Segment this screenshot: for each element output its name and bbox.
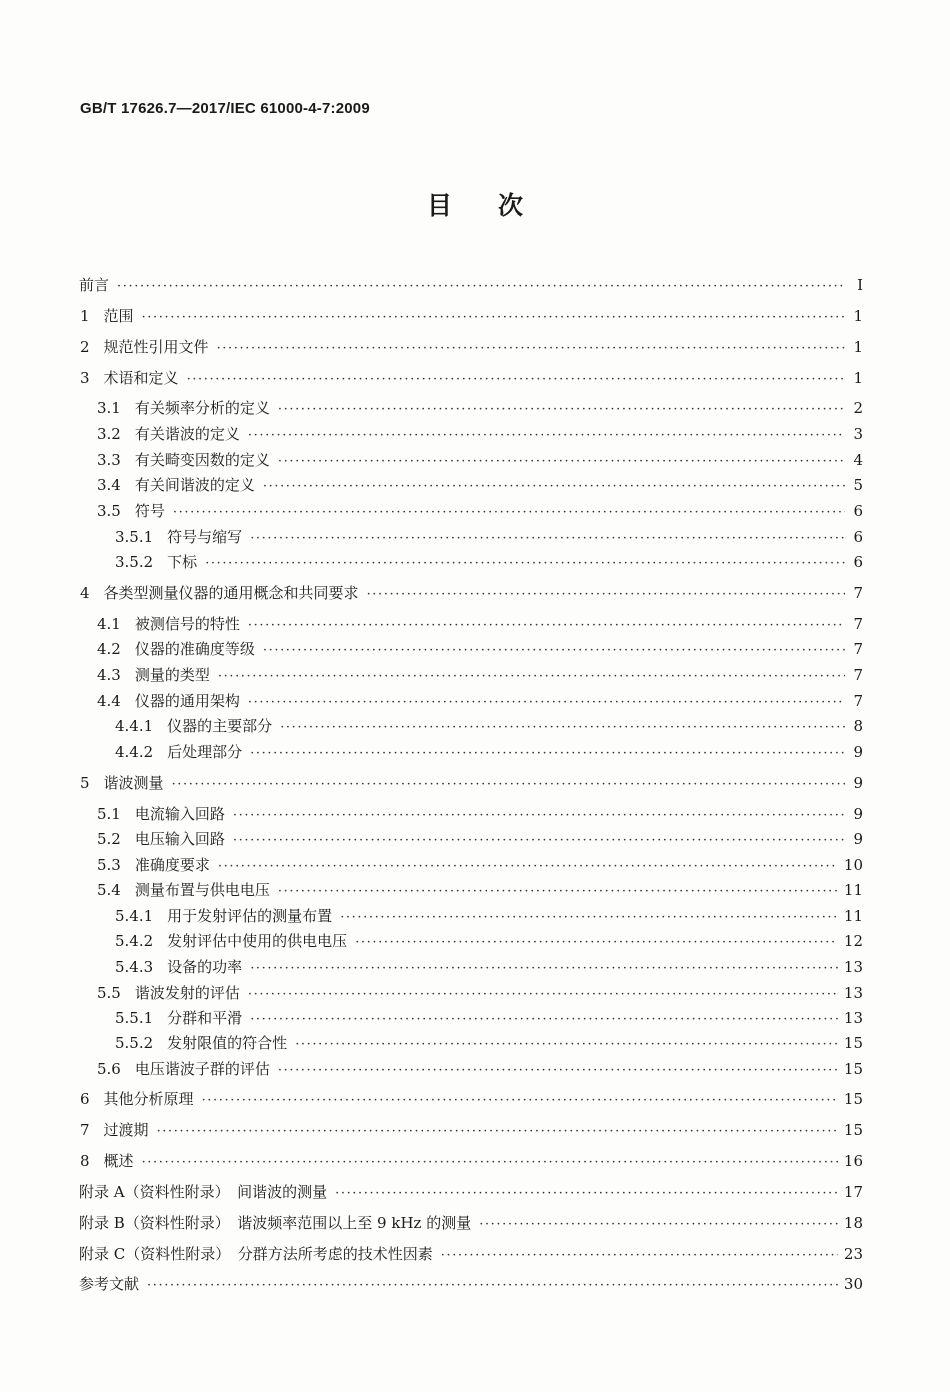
toc-entry xyxy=(97,854,863,876)
toc-dot-leader xyxy=(157,1121,838,1143)
toc-page-number: 7 xyxy=(853,640,863,658)
toc-entry xyxy=(97,474,863,496)
toc-entry xyxy=(97,828,863,850)
toc-section-title: 下标 xyxy=(167,553,198,571)
toc-page-number: 8 xyxy=(853,717,863,735)
toc-section-title: 分群和平滑 xyxy=(167,1009,243,1027)
toc-entry xyxy=(97,397,863,419)
toc-section-number: 3.4 xyxy=(97,476,121,494)
toc-page-number: 7 xyxy=(853,584,863,602)
toc-section-number: 3.1 xyxy=(97,399,121,417)
toc-entry xyxy=(97,449,863,471)
toc-section-title: 后处理部分 xyxy=(167,743,243,761)
toc-page-number: 13 xyxy=(843,1009,863,1027)
toc-dot-leader xyxy=(218,856,838,878)
toc-dot-leader xyxy=(142,1152,838,1174)
toc-section-title: 范围 xyxy=(103,307,134,325)
toc-section-number: 3.5.2 xyxy=(115,553,154,571)
toc-dot-leader xyxy=(278,451,845,473)
toc-dot-leader xyxy=(367,584,845,606)
toc-page-number: 3 xyxy=(853,425,863,443)
toc-section-title: 被测信号的特性 xyxy=(134,615,240,633)
toc-page-number: 7 xyxy=(853,666,863,684)
toc-section-title: 仪器的主要部分 xyxy=(167,717,273,735)
toc-page-number: 2 xyxy=(853,399,863,417)
toc-entry xyxy=(97,982,863,1004)
toc-dot-leader xyxy=(340,907,838,929)
toc-section-number: 5.5 xyxy=(97,984,121,1002)
toc-page-number: 6 xyxy=(853,502,863,520)
toc-dot-leader xyxy=(248,425,845,447)
toc-page-number: 9 xyxy=(853,830,863,848)
toc-section-number: 5 xyxy=(80,774,90,792)
toc-page-number: 18 xyxy=(843,1214,863,1232)
toc-dot-leader xyxy=(295,1034,838,1056)
toc-section-number: 5.4.3 xyxy=(115,958,154,976)
toc-dot-leader xyxy=(250,958,838,980)
toc-section-title: 准确度要求 xyxy=(134,856,210,874)
toc-entry xyxy=(115,1032,863,1054)
toc-entry xyxy=(115,715,863,737)
toc-section-number: 3.2 xyxy=(97,425,121,443)
toc-entry xyxy=(97,613,863,635)
toc-section-title: 有关畸变因数的定义 xyxy=(134,451,270,469)
toc-page-number: 17 xyxy=(843,1183,863,1201)
standard-number: GB/T 17626.7—2017/IEC 61000-4-7:2009 xyxy=(80,100,370,117)
toc-section-title: 术语和定义 xyxy=(103,369,179,387)
toc-section-number: 4.1 xyxy=(97,615,121,633)
toc-section-number: 8 xyxy=(80,1152,90,1170)
toc-section-number: 3.5.1 xyxy=(115,528,154,546)
toc-section-title: 电压谐波子群的评估 xyxy=(134,1060,270,1078)
toc-page-number: 9 xyxy=(853,743,863,761)
toc-section-title: 附录 B（资料性附录） 谐波频率范围以上至 9 kHz 的测量 xyxy=(79,1214,472,1232)
toc-entry xyxy=(80,367,863,389)
toc-page-number: 7 xyxy=(853,615,863,633)
toc-page-number: 1 xyxy=(853,307,863,325)
toc-entry xyxy=(115,956,863,978)
toc-dot-leader xyxy=(172,774,845,796)
toc-section-number: 4.4 xyxy=(97,692,121,710)
toc-page-number: 16 xyxy=(843,1152,863,1170)
toc-entry xyxy=(80,772,863,794)
toc-dot-leader xyxy=(233,805,845,827)
toc-page-number: 13 xyxy=(843,958,863,976)
toc-dot-leader xyxy=(250,528,845,550)
toc-page-number: 15 xyxy=(843,1060,863,1078)
toc-page-number: 6 xyxy=(853,528,863,546)
toc-section-number: 5.3 xyxy=(97,856,121,874)
toc-section-title: 谐波测量 xyxy=(103,774,164,792)
toc-page-number: Ⅰ xyxy=(857,276,863,294)
toc-section-title: 概述 xyxy=(103,1152,134,1170)
toc-page-number: 11 xyxy=(843,881,863,899)
toc-section-number: 5.1 xyxy=(97,805,121,823)
toc-section-title: 发射评估中使用的供电电压 xyxy=(167,932,348,950)
toc-dot-leader xyxy=(202,1090,838,1112)
toc-entry xyxy=(97,638,863,660)
toc-section-title: 测量的类型 xyxy=(134,666,210,684)
toc-entry xyxy=(97,500,863,522)
toc-dot-leader xyxy=(205,553,845,575)
toc-page-number: 5 xyxy=(853,476,863,494)
toc-entry xyxy=(115,551,863,573)
toc-dot-leader xyxy=(479,1214,838,1236)
toc-dot-leader xyxy=(173,502,845,524)
toc-entry xyxy=(79,274,863,296)
toc-section-number: 4.4.1 xyxy=(115,717,154,735)
toc-page-number: 10 xyxy=(843,856,863,874)
toc-entry xyxy=(97,690,863,712)
toc-section-number: 6 xyxy=(80,1090,90,1108)
toc-section-title: 有关频率分析的定义 xyxy=(134,399,270,417)
toc-section-number: 5.5.2 xyxy=(115,1034,154,1052)
toc-entry xyxy=(79,1243,863,1265)
toc-entry xyxy=(79,1181,863,1203)
toc-entry xyxy=(115,930,863,952)
toc-page-number: 15 xyxy=(843,1121,863,1139)
toc-section-number: 3.3 xyxy=(97,451,121,469)
toc-dot-leader xyxy=(218,666,845,688)
toc-section-number: 5.6 xyxy=(97,1060,121,1078)
toc-page-number: 15 xyxy=(843,1034,863,1052)
toc-entry xyxy=(115,1007,863,1029)
toc-section-title: 仪器的通用架构 xyxy=(134,692,240,710)
toc-section-number: 1 xyxy=(80,307,90,325)
toc-dot-leader xyxy=(278,1060,838,1082)
toc-section-title: 发射限值的符合性 xyxy=(167,1034,288,1052)
toc-section-number: 5.4.2 xyxy=(115,932,154,950)
toc-section-title: 有关间谐波的定义 xyxy=(134,476,255,494)
toc-dot-leader xyxy=(441,1245,838,1267)
toc-page-number: 11 xyxy=(843,907,863,925)
toc-section-title: 用于发射评估的测量布置 xyxy=(167,907,333,925)
toc-dot-leader xyxy=(248,615,845,637)
toc-section-title: 参考文献 xyxy=(79,1275,140,1293)
toc-entry xyxy=(80,1088,863,1110)
toc-section-number: 4 xyxy=(80,584,90,602)
toc-entry xyxy=(79,1273,863,1295)
toc-page-number: 9 xyxy=(853,805,863,823)
toc-dot-leader xyxy=(217,338,845,360)
toc-entry xyxy=(97,803,863,825)
toc-section-number: 4.4.2 xyxy=(115,743,154,761)
toc-entry xyxy=(79,1212,863,1234)
toc-entry xyxy=(115,526,863,548)
toc-entry xyxy=(97,879,863,901)
toc-section-title: 规范性引用文件 xyxy=(103,338,209,356)
toc-entry xyxy=(80,1150,863,1172)
toc-entry xyxy=(80,1119,863,1141)
toc-section-title: 仪器的准确度等级 xyxy=(134,640,255,658)
toc-dot-leader xyxy=(147,1275,838,1297)
toc-dot-leader xyxy=(142,307,845,329)
toc-section-number: 5.4 xyxy=(97,881,121,899)
toc-page-number: 7 xyxy=(853,692,863,710)
toc-section-title: 符号与缩写 xyxy=(167,528,243,546)
toc-page-number: 9 xyxy=(853,774,863,792)
toc-section-number: 4.2 xyxy=(97,640,121,658)
toc-page-number: 13 xyxy=(843,984,863,1002)
toc-section-number: 5.5.1 xyxy=(115,1009,154,1027)
toc-section-title: 测量布置与供电电压 xyxy=(134,881,270,899)
toc-dot-leader xyxy=(250,743,845,765)
toc-dot-leader xyxy=(278,399,845,421)
toc-section-number: 3.5 xyxy=(97,502,121,520)
toc-section-number: 4.3 xyxy=(97,666,121,684)
toc-entry xyxy=(115,741,863,763)
toc-section-number: 2 xyxy=(80,338,90,356)
toc-dot-leader xyxy=(278,881,838,903)
title-char-1: 目 xyxy=(426,191,452,220)
toc-section-title: 其他分析原理 xyxy=(103,1090,194,1108)
toc-dot-leader xyxy=(233,830,845,852)
toc-dot-leader xyxy=(355,932,838,954)
toc-section-title: 谐波发射的评估 xyxy=(134,984,240,1002)
toc-page-number: 30 xyxy=(843,1275,863,1293)
toc-entry xyxy=(80,336,863,358)
toc-section-title: 附录 A（资料性附录） 间谐波的测量 xyxy=(79,1183,328,1201)
toc-dot-leader xyxy=(263,640,845,662)
toc-section-title: 附录 C（资料性附录） 分群方法所考虑的技术性因素 xyxy=(79,1245,433,1263)
toc-dot-leader xyxy=(248,984,838,1006)
toc-page-number: 4 xyxy=(853,451,863,469)
toc-entry xyxy=(115,905,863,927)
toc-entry xyxy=(80,305,863,327)
toc-page-number: 23 xyxy=(843,1245,863,1263)
toc-page-number: 1 xyxy=(853,369,863,387)
toc-section-number: 5.4.1 xyxy=(115,907,154,925)
toc-page-number: 15 xyxy=(843,1090,863,1108)
toc-section-title: 电压输入回路 xyxy=(134,830,225,848)
toc-section-title: 有关谐波的定义 xyxy=(134,425,240,443)
toc-entry xyxy=(97,1058,863,1080)
toc-dot-leader xyxy=(187,369,845,391)
toc-dot-leader xyxy=(248,692,845,714)
toc-section-number: 3 xyxy=(80,369,90,387)
toc-dot-leader xyxy=(263,476,845,498)
toc-page-number: 6 xyxy=(853,553,863,571)
toc-dot-leader xyxy=(335,1183,838,1205)
toc-section-number: 7 xyxy=(80,1121,90,1139)
toc-page-number: 12 xyxy=(843,932,863,950)
toc-section-title: 前言 xyxy=(79,276,110,294)
toc-dot-leader xyxy=(250,1009,838,1031)
toc-section-title: 电流输入回路 xyxy=(134,805,225,823)
toc-section-title: 符号 xyxy=(134,502,165,520)
toc-entry xyxy=(97,664,863,686)
toc-entry xyxy=(80,582,863,604)
toc-dot-leader xyxy=(117,276,845,298)
toc-page-number: 1 xyxy=(853,338,863,356)
toc-section-title: 设备的功率 xyxy=(167,958,243,976)
title-char-2: 次 xyxy=(498,191,524,220)
toc-section-title: 各类型测量仪器的通用概念和共同要求 xyxy=(103,584,359,602)
toc-entry xyxy=(97,423,863,445)
toc-section-title: 过渡期 xyxy=(103,1121,149,1139)
toc-section-number: 5.2 xyxy=(97,830,121,848)
toc-dot-leader xyxy=(280,717,845,739)
